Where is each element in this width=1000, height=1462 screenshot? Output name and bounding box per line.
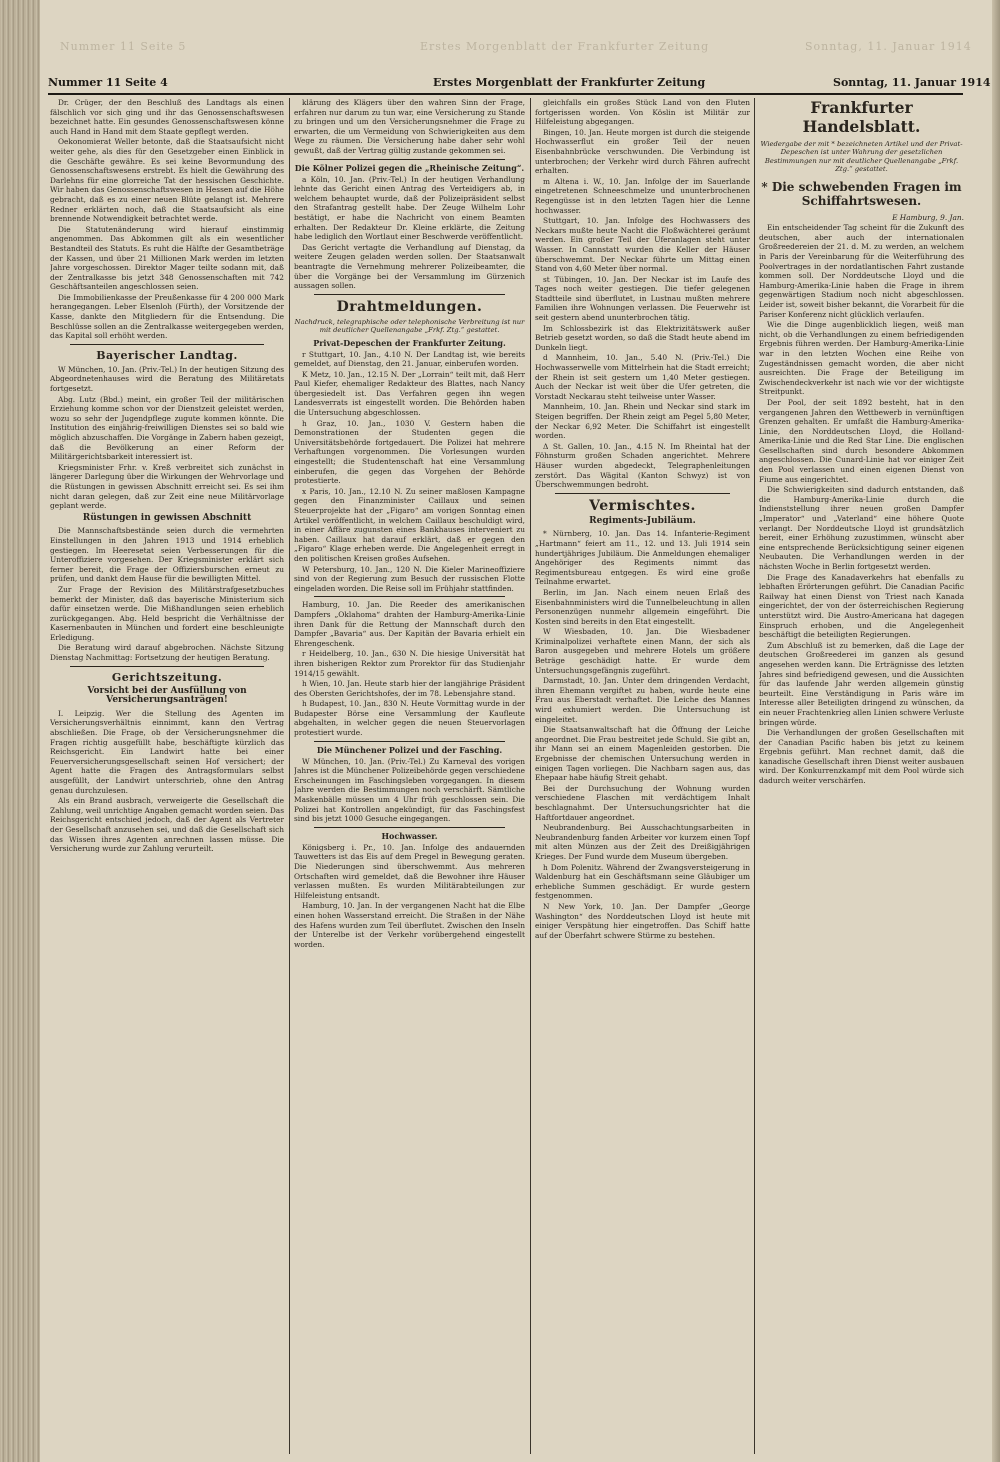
column-1: [50, 98, 284, 1458]
paragraph: Neubrandenburg. Bei Ausschachtungsarbeiten in Neubrandenburg fanden Arbeiter vor kurzem einen Topf mit alten Münzen aus der Zeit des Dreißigjährigen Krieges. Der Fund wurde dem Museum übergeben.: [535, 823, 750, 861]
paragraph: h Dom Polenitz. Während der Zwangsversteigerung in Waldenburg hat ein Geschäftsmann seine Gläubiger um erhebliche Summen geschädigt. Er wurde gestern festgenommen.: [535, 862, 750, 901]
column-divider: [754, 98, 755, 1454]
paragraph: h Graz, 10. Jan., 1030 V. Gestern haben die Demonstrationen der Studenten gegen die Universitätsbehörde fortgedauert. Die Polizei hat mehrere Verhaftungen vorgenommen. Die Vorlesungen wurden eingestellt; die Studentenschaft hat eine Versammlung einberufen, die gegen das Vorgehen der Behörde protestierte.: [294, 418, 525, 486]
paragraph: r Heidelberg, 10. Jan., 630 N. Die hiesige Universität hat ihren bisherigen Rektor zum Prorektor für das Studienjahr 1914/15 gewählt.: [294, 649, 525, 678]
paragraph: Die Statutenänderung wird hierauf einstimmig angenommen. Das Abkommen gilt als ein wesentlicher Bestandteil des Statuts. Es ruht die Hälfte der Gesamtbeträge der Kassen, und über 21 Millionen Mark werden im letzten Jahre vorgeschossen. Direktor Mager teilte sodann mit, daß der Zentralkasse bis jetzt 348 Genossenschaften mit 742 Geschäftsanteilen angeschlossen seien.: [50, 224, 284, 292]
book-binding: [0, 0, 40, 1462]
paragraph: Die Schwierigkeiten sind dadurch entstanden, daß die Hamburg-Amerika-Linie durch die Indienststellung ihrer neuen großen Dampfer „Imperator“ und „Vaterland“ eine höhere Quote verlangt. Der Norddeutsche Lloyd ist grundsätzlich bereit, einer Erhöhung zuzustimmen, wünscht aber eine entsprechende Berücksichtigung seiner eigenen Neubauten. Die Verhandlungen werden in der nächsten Woche in Berlin fortgesetzt werden.: [759, 485, 964, 571]
divider: [70, 666, 264, 667]
section-heading-drahtmeldungen: Drahtmeldungen.: [336, 298, 483, 315]
paragraph: Dr. Crüger, der den Beschluß des Landtags als einen fälschlich vor sich ging und ihr das Genossenschaftswesen bezeichnet hatte. Ein gesundes Genossenschaftswesen könne auch Hand in Hand mit dem Staate gepflegt werden.: [50, 98, 284, 136]
divider: [314, 827, 505, 828]
running-header: [48, 76, 991, 94]
paragraph: Die Staatsanwaltschaft hat die Öffnung der Leiche angeordnet. Die Frau bestreitet jede Schuld. Sie gibt an, ihr Mann sei an einem Magenleiden gestorben. Die Ergebnisse der chemischen Untersuchung werden in einigen Tagen vorliegen. Die Nachbarn sagen aus, das Ehepaar habe häufig Streit gehabt.: [535, 725, 750, 783]
paragraph: Zum Abschluß ist zu bemerken, daß die Lage der deutschen Großreederei im ganzen als gesund angesehen werden kann. Die Erträgnisse des letzten Jahres sind befriedigend gewesen, und die Aussichten für das laufende Jahr werden allgemein günstig beurteilt. Eine Verständigung in Paris wäre im Interesse aller Beteiligten dringend zu wünschen, da ein neuer Frachtenkrieg allen Linien schwere Verluste bringen würde.: [759, 640, 964, 727]
paragraph: Berlin, im Jan. Nach einem neuen Erlaß des Eisenbahnministers wird die Tunnelbeleuchtung in allen Personenzügen nunmehr allgemein eingeführt. Die Kosten sind bereits in den Etat eingestellt.: [535, 587, 750, 626]
divider: [70, 344, 264, 345]
paragraph: klärung des Klägers über den wahren Sinn der Frage, erfahren nur darum zu tun war, eine Versicherung zu Stande zu bringen und um den Versicherungsnehmer die Frage zu erwarten, die um Vermeidung von Schwierigkeiten aus dem Wege zu räumen. Die Versicherung habe daher sehr wohl gewußt, daß der Vertrag gültig zustande gekommen sei.: [294, 98, 525, 155]
paragraph: Die Verhandlungen der großen Gesellschaften mit der Canadian Pacific haben bis jetzt zu keinem Ergebnis geführt. Man rechnet damit, daß die kanadische Gesellschaft ihren Dienst weiter ausbauen wird. Der Konkurrenzkampf mit dem Pool würde sich dadurch weiter verschärfen.: [759, 728, 964, 786]
paragraph: Δ St. Gallen, 10. Jan., 4.15 N. Im Rheintal hat der Föhnsturm großen Schaden angerichtet. Mehrere Häuser wurden abgedeckt, Telegraphenleitungen zerstört. Das Wägital (Kanton Schwyz) ist von Überschwemmungen bedroht.: [535, 441, 750, 490]
reprint-notice: Wiedergabe der mit * bezeichneten Artikel und der Privat-Depeschen ist unter Wahrung der gesetzlichen Bestimmungen nur mit deutlicher Quellenangabe „Frkf. Ztg.“ gestattet.: [760, 140, 963, 174]
column-4: [759, 98, 964, 1458]
paragraph: Wie die Dinge augenblicklich liegen, weiß man nicht, ob die Verhandlungen zu einem befriedigenden Ergebnis führen werden. Der Hamburg-Amerika-Linie war in den letzten Wochen eine Reihe von Zugeständnissen gemacht worden, die aber nicht ausreichten. Die Frage der Beteiligung im Zwischendeckverkehr ist nach wie vor der wichtigste Streitpunkt.: [759, 320, 964, 397]
paragraph: W Wiesbaden, 10. Jan. Die Wiesbadener Kriminalpolizei verhaftete einen Mann, der sich als Baron ausgegeben und mehrere Hotels um größere Beträge geschädigt hatte. Er wurde dem Untersuchungsgefängnis zugeführt.: [535, 627, 750, 675]
paragraph: Die Mannschaftsbestände seien durch die vermehrten Einstellungen in den Jahren 1913 und 1914 erheblich gestiegen. Im Heeresetat seien Verbesserungen für die Unteroffiziere vorgesehen. Der Kriegsminister erklärt sich ferner bereit, die Frage der Offiziersburschen erneut zu prüfen, und dankt dem Hause für die bewilligten Mittel.: [50, 526, 284, 584]
paragraph: Königsberg i. Pr., 10. Jan. Infolge des andauernden Tauwetters ist das Eis auf dem Pregel in Bewegung geraten. Die Niederungen sind überschwemmt. Aus mehreren Ortschaften wird gemeldet, daß die Bewohner ihre Häuser verlassen mußten. Es wurden Militärabteilungen zur Hilfeleistung entsandt.: [294, 842, 525, 900]
bleed-through-header-center: Erstes Morgenblatt der Frankfurter Zeitung: [420, 40, 710, 53]
section-heading-gerichtszeitung: Gerichtszeitung.: [111, 670, 223, 684]
paragraph: Als ein Brand ausbrach, verweigerte die Gesellschaft die Zahlung, weil unrichtige Angaben gemacht worden seien. Das Reichsgericht entschied jedoch, daß der Agent als Vertreter der Gesellschaft anzusehen sei, und daß die Gesellschaft sich das Wissen ihres Agenten anrechnen lassen müsse. Die Versicherung wurde zur Zahlung verurteilt.: [50, 796, 284, 854]
paragraph: Abg. Lutz (Bbd.) meint, ein großer Teil der militärischen Erziehung komme schon vor der Dienstzeit geleistet werden, wozu so sehr der Jugendpflege zugute kommen könnte. Die Institution des einjährig-freiwilligen Dienstes sei so bald wie möglich abzuschaffen. Die Vorgänge in Zabern haben gezeigt, daß die Bevölkerung an einer Reform der Militärgerichtsbarkeit interessiert ist.: [50, 394, 284, 462]
divider: [314, 741, 505, 742]
paragraph: Zur Frage der Revision des Militärstrafgesetzbuches bemerkt der Minister, daß das bayerische Ministerium sich dafür einsetzen werde. Die Mißhandlungen seien erheblich zurückgegangen. Abg. Held bespricht die Verhältnisse der Kasernenbauten in München und fordert eine beschleunigte Erledigung.: [50, 584, 284, 642]
divider: [314, 596, 505, 597]
paragraph: Oekonomierat Weller betonte, daß die Staatsaufsicht nicht weiter gehe, als dies für den Gesetzgeber einen Einblick in die Geschäfte gewähre. Es sei keine Bevormundung des Genossenschaftswesens erstrebt. Es hielt die Gewährung des Darlehns für eine glorreiche Tat der hessischen Geschichte. Wir haben das Genossenschaftswesen in Hessen auf die Höhe gebracht, daß es zu einer neuen Blüte gelangt ist. Mehrere Redner erklärten noch, daß die Staatsaufsicht als eine brennende Notwendigkeit betrachtet werde.: [50, 137, 284, 224]
divider: [555, 493, 730, 494]
section-masthead-handelsblatt: Frankfurter Handelsblatt.: [802, 98, 921, 136]
article-headline: Regiments-Jubiläum.: [589, 515, 696, 526]
newspaper-title: Erstes Morgenblatt der Frankfurter Zeitung: [433, 76, 706, 89]
paragraph: x Paris, 10. Jan., 12.10 N. Zu seiner maßlosen Kampagne gegen den Finanzminister Caillaux und seinen Steuerprojekte hat der „Figaro“ am vorigen Sonntag einen Artikel veröffentlicht, in welchem Caillaux beschuldigt wird, in einer Affäre zugunsten eines Bankhauses interveniert zu haben. Caillaux hat darauf erklärt, daß er gegen den „Figaro“ Klage erheben werde. Die Angelegenheit erregt in den politischen Kreisen großes Aufsehen.: [294, 486, 525, 563]
subsection-heading: Privat-Depeschen der Frankfurter Zeitung.: [313, 337, 506, 348]
paragraph: K Metz, 10. Jan., 12.15 N. Der „Lorrain“ teilt mit, daß Herr Paul Kiefer, ehemaliger Redakteur des Blattes, nach Nancy übergesiedelt ist. Das Verfahren gegen ihn wegen Landesverrats ist eingestellt worden. Die Behörden haben die Untersuchung abgeschlossen.: [294, 369, 525, 418]
paragraph: m Altena i. W., 10. Jan. Infolge der im Sauerlande eingetretenen Schneeschmelze und ununterbrochenen Regengüsse ist in den letzten Tagen hier die Lenne hochwasser.: [535, 176, 750, 215]
paragraph: N New York, 10. Jan. Der Dampfer „George Washington“ des Norddeutschen Lloyd ist heute mit einiger Verspätung hier eingetroffen. Das Schiff hatte auf der Überfahrt schwere Stürme zu bestehen.: [535, 901, 750, 940]
paragraph: Bingen, 10. Jan. Heute morgen ist durch die steigende Hochwasserflut ein großer Teil der neuen Eisenbahnbrücke verschwunden. Die Verbindung ist unterbrochen; der Verkehr wird durch Fähren aufrecht erhalten.: [535, 127, 750, 176]
paragraph: W Petersburg, 10. Jan., 120 N. Die Kieler Marineoffiziere sind von der Regierung zum Besuch der russischen Flotte eingeladen worden. Die Reise soll im Frühjahr stattfinden.: [294, 564, 525, 593]
header-rule: [48, 93, 963, 95]
paragraph: I. Leipzig. Wer die Stellung des Agenten im Versicherungsverhältnis einnimmt, kann den Vertrag abschließen. Die Frage, ob der Versicherungsnehmer die Fragen richtig ausgefüllt habe, beschäftigte kürzlich das Reichsgericht. Ein Landwirt hatte bei einer Feuerversicherungsgesellschaft seinen Hof versichert; der Agent hatte die Fragen des Antragsformulars selbst ausgefüllt, der Landwirt unterschrieb, ohne den Antrag genau durchzulesen.: [50, 708, 284, 795]
section-heading-landtag: Bayerischer Landtag.: [96, 348, 238, 362]
column-3: [535, 98, 750, 1458]
divider: [314, 159, 505, 160]
paragraph: Die Beratung wird darauf abgebrochen. Nächste Sitzung Dienstag Nachmittag: Fortsetzung der heutigen Beratung.: [50, 643, 284, 663]
bleed-through-header-left: Nummer 11 Seite 5: [60, 40, 187, 53]
section-heading-vermischtes: Vermischtes.: [589, 497, 696, 514]
paragraph: Die Immobilienkasse der Preußenkasse für 4 200 000 Mark herangegangen. Leber Elsenloh (Fürth), der Vorsitzende der Kasse, dankte den Mitgliedern für die Entsendung. Die Beschlüsse sollen an die Zentralkasse weitergegeben werden, das Kapital soll erhöht werden.: [50, 292, 284, 341]
subsection-heading-hochwasser: Hochwasser.: [381, 830, 438, 841]
column-2: [294, 98, 525, 1458]
paragraph: Kriegsminister Frhr. v. Kreß verbreitet sich zunächst in längerer Darlegung über die Wirkungen der Wehrvorlage und die Rüstungen in gewissen Abschnitt erreicht sei. Es sei ihm nicht daran gelegen, daß zur Zeit eine neue Militärvorlage geplant werde.: [50, 462, 284, 511]
bleed-through-header-right: Sonntag, 11. Januar 1914: [805, 40, 972, 53]
paragraph: Im Schlossbezirk ist das Elektrizitätswerk außer Betrieb gesetzt worden, so daß die Stadt heute abend im Dunkeln liegt.: [535, 323, 750, 352]
paragraph: Mannheim, 10. Jan. Rhein und Neckar sind stark im Steigen begriffen. Der Rhein zeigt am Pegel 5,80 Meter, der Neckar 6,92 Meter. Die Schiffahrt ist eingestellt worden.: [535, 402, 750, 441]
divider: [314, 294, 505, 295]
reprint-notice: Nachdruck, telegraphische oder telephonische Verbreitung ist nur mit deutlicher Quellenangabe „Frkf. Ztg.“ gestattet.: [294, 317, 525, 335]
paragraph: Die Frage des Kanadaverkehrs hat ebenfalls zu lebhaften Erörterungen geführt. Die Canadian Pacific Railway hat einen Dienst von Triest nach Kanada eingerichtet, der von der österreichischen Regierung unterstützt wird. Die Austro-Americana hat dagegen Einspruch erhoben, und die Angelegenheit beschäftigt die beteiligten Regierungen.: [759, 572, 964, 640]
paragraph: d Mannheim, 10. Jan., 5.40 N. (Priv.-Tel.) Die Hochwasserwelle vom Mittelrhein hat die Stadt erreicht; der Rhein ist seit gestern um 1,40 Meter gestiegen. Auch der Neckar ist weit über die Ufer getreten, die Vorstadt Neckarau steht teilweise unter Wasser.: [535, 353, 750, 401]
paragraph: Ein entscheidender Tag scheint für die Zukunft des deutschen, aber auch der internationalen Großreedereien der 21. d. M. zu werden, an welchem in Paris der Vereinbarung für die Weiterführung des Poolvertrages in der nordatlantischen Fahrt zustande kommen soll. Der Norddeutsche Lloyd und die Hamburg-Amerika-Linie haben die Frage in ihrem gegenwärtigen Stadium noch nicht abgeschlossen. Leider ist, soweit bisher bekannt, die Vorarbeit für die Pariser Konferenz nicht glücklich verlaufen.: [759, 223, 964, 319]
paragraph: Bei der Durchsuchung der Wohnung wurden verschiedene Flaschen mit verdächtigem Inhalt beschlagnahmt. Der Untersuchungsrichter hat die Haftfortdauer angeordnet.: [535, 783, 750, 822]
subheading: Rüstungen in gewissen Abschnitt: [82, 512, 252, 523]
paragraph: Hamburg, 10. Jan. In der vergangenen Nacht hat die Elbe einen hohen Wasserstand erreicht. Die Straßen in der Nähe des Hafens wurden zum Teil überflutet. Zwischen den Inseln der Unterelbe ist der Verkehr vorübergehend eingestellt worden.: [294, 901, 525, 949]
paragraph: Stuttgart, 10. Jan. Infolge des Hochwassers des Neckars mußte heute Nacht die Floßwächterei geräumt werden. Ein großer Teil der Uferanlagen steht unter Wasser. In Cannstatt wurden die Keller der Häuser überschwemmt. Der Neckar führte um Mittag einen Stand von 4,60 Meter über normal.: [535, 216, 750, 274]
page-edge: [992, 0, 1000, 1462]
paragraph: Das Gericht vertagte die Verhandlung auf Dienstag, da weitere Zeugen geladen werden sollen. Der Staatsanwalt beantragte die Vernehmung mehrerer Polizeibeamter, die über die Vorgänge bei der Versammlung im Gürzenich aussagen sollen.: [294, 242, 525, 291]
issue-date: Sonntag, 11. Januar 1914: [833, 76, 991, 89]
column-divider: [289, 98, 290, 1454]
paragraph: gleichfalls ein großes Stück Land von den Fluten fortgerissen worden. Von Köslin ist Militär zur Hilfeleistung abgegangen.: [535, 98, 750, 127]
article-headline: Die Münchener Polizei und der Fasching.: [316, 744, 503, 755]
paragraph: W München, 10. Jan. (Priv.-Tel.) In der heutigen Sitzung des Abgeordnetenhauses wird die Beratung des Militäretats fortgesetzt.: [50, 364, 284, 394]
paragraph: h Budapest, 10. Jan., 830 N. Heute Vormittag wurde in der Budapester Börse eine Versammlung der Kaufleute abgehalten, in welcher gegen die neuen Steuervorlagen protestiert wurde.: [294, 699, 525, 738]
dateline: E Hamburg, 9. Jan.: [892, 212, 964, 222]
article-headline: Die Kölner Polizei gegen die „Rheinische Zeitung“.: [294, 162, 525, 173]
paragraph: * Nürnberg, 10. Jan. Das 14. Infanterie-Regiment „Hartmann“ feiert am 11., 12. und 13. Juli 1914 sein hundertjähriges Jubiläum. Die Anmeldungen ehemaliger Angehöriger des Regiments nimmt das Regimentsbureau entgegen. Es wird eine große Teilnahme erwartet.: [535, 529, 750, 587]
article-headline: * Die schwebenden Fragen im Schiffahrtswesen.: [761, 179, 962, 208]
paragraph: Der Pool, der seit 1892 besteht, hat in den vergangenen Jahren den Wettbewerb in vernünftigen Grenzen gehalten. Er umfaßt die Hamburg-Amerika-Linie, den Norddeutschen Lloyd, die Holland-Amerika-Linie und die Red Star Line. Die englischen Gesellschaften sind durch besondere Abkommen angeschlossen. Die Cunard-Linie hat vor einiger Zeit den Pool verlassen und einen eigenen Dienst von Fiume aus eingerichtet.: [759, 397, 964, 484]
paragraph: Hamburg, 10. Jan. Die Reeder des amerikanischen Dampfers „Oklahoma“ drahten der Hamburg-Amerika-Linie ihren Dank für die Rettung der Mannschaft durch den Dampfer „Bavaria“ aus. Der Kapitän der Bavaria erhielt ein Ehrengeschenk.: [294, 600, 525, 648]
column-divider: [530, 98, 531, 1454]
paragraph: st Tübingen, 10. Jan. Der Neckar ist im Laufe des Tages noch weiter gestiegen. Die tiefer gelegenen Stadtteile sind überflutet, in Lustnau mußten mehrere Familien ihre Wohnungen verlassen. Die Feuerwehr ist seit gestern abend ununterbrochen tätig.: [535, 274, 750, 323]
paragraph: Darmstadt, 10. Jan. Unter dem dringenden Verdacht, ihren Ehemann vergiftet zu haben, wurde heute eine Frau aus Eberstadt verhaftet. Die Leiche des Mannes wird exhumiert werden. Die Untersuchung ist eingeleitet.: [535, 676, 750, 724]
paragraph: r Stuttgart, 10. Jan., 4.10 N. Der Landtag ist, wie bereits gemeldet, auf Dienstag, den 21. Januar, einberufen worden.: [294, 349, 525, 369]
article-headline: Vorsicht bei der Ausfüllung von Versicherungsanträgen!: [87, 685, 247, 706]
paragraph: h Wien, 10. Jan. Heute starb hier der langjährige Präsident des Obersten Gerichtshofes, der im 78. Lebensjahre stand.: [294, 679, 525, 698]
paragraph: W München, 10. Jan. (Priv.-Tel.) Zu Karneval des vorigen Jahres ist die Münchener Polizeibehörde gegen verschiedene Erscheinungen im Faschingsleben vorgegangen. In diesem Jahre werden die Bestimmungen noch verschärft. Sämtliche Maskenbälle müssen um 4 Uhr früh geschlossen sein. Die Polizei hat Kontrollen angekündigt, für das Faschingsfest sind bis jetzt 1000 Gesuche eingegangen.: [294, 756, 525, 824]
page-number: Nummer 11 Seite 4: [48, 76, 168, 89]
paragraph: a Köln, 10. Jan. (Priv.-Tel.) In der heutigen Verhandlung lehnte das Gericht einen Antrag des Verteidigers ab, in welchem behauptet wurde, daß der Polizeipräsident selbst den Strafantrag gestellt habe. Der Zeuge Wilhelm Lohr bestätigt, er habe die Nachricht von einem Beamten erhalten. Der Redakteur Dr. Kleine erklärte, die Zeitung habe lediglich den Wortlaut einer Beschwerde veröffentlicht.: [294, 174, 525, 242]
